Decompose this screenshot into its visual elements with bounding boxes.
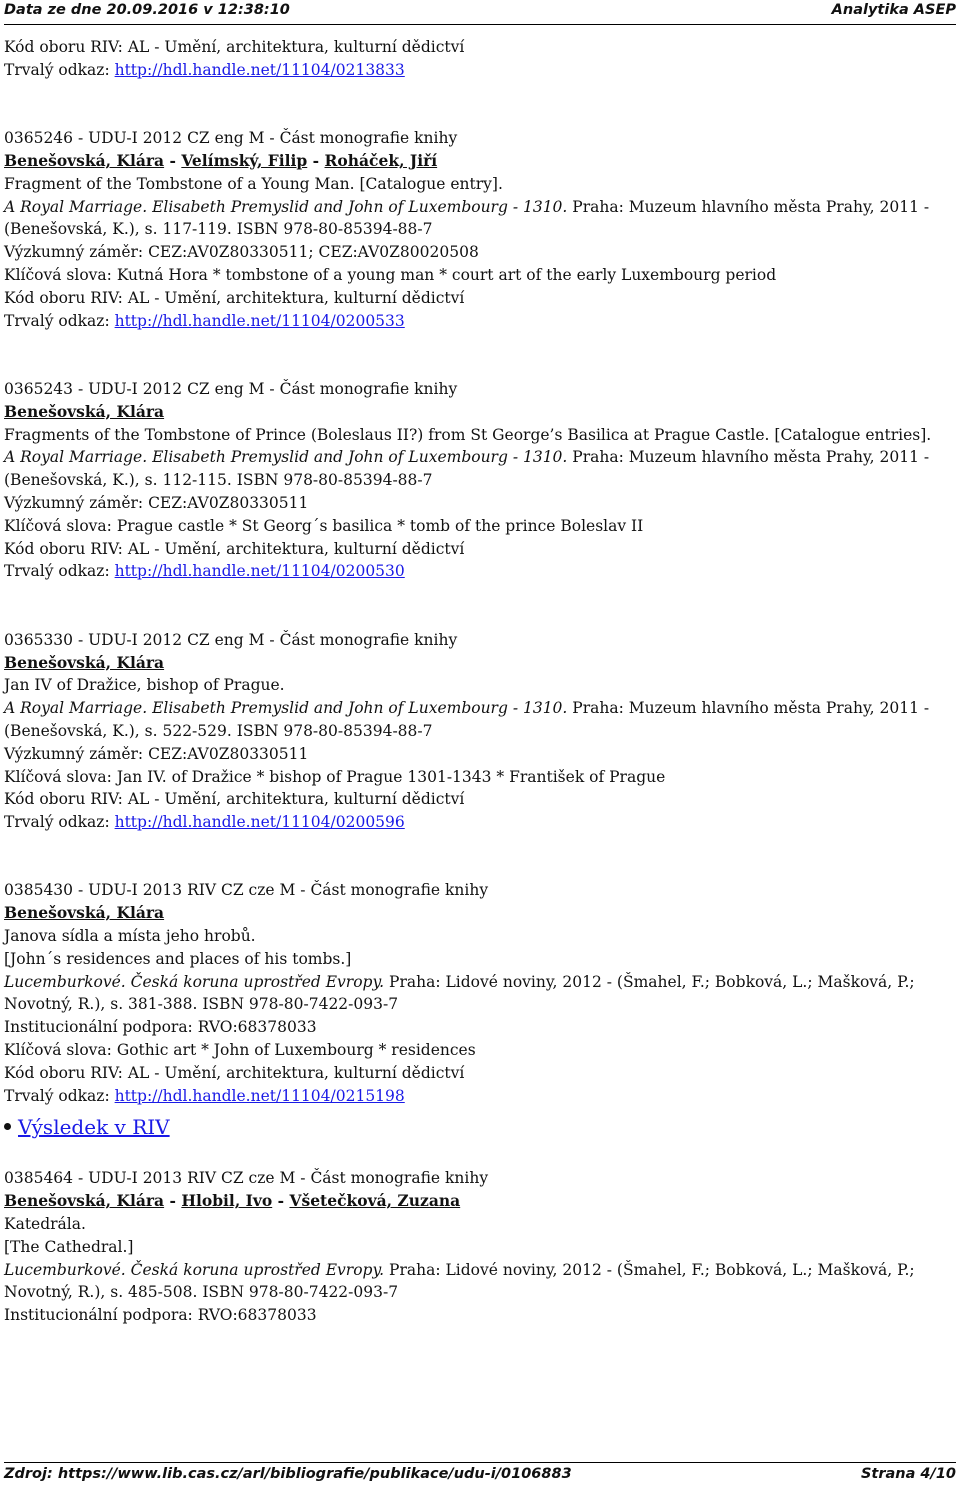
author-link[interactable]: Benešovská, Klára: [4, 903, 165, 923]
permalink-line: [4, 310, 956, 333]
riv-field: Kód oboru RIV: AL - Umění, architektura, kulturní dědictví: [4, 1063, 465, 1082]
record-header: 0385430 - UDU-I 2013 RIV CZ cze M - Část monografie knihy: [4, 881, 489, 900]
permalink-line: [4, 59, 956, 82]
riv-field: Kód oboru RIV: AL - Umění, architektura, kulturní dědictví: [4, 288, 465, 307]
source-pages: (Benešovská, K.), s. 112-115. ISBN 978-80-85394-88-7: [4, 471, 433, 490]
author-separator: -: [164, 150, 182, 170]
source-url: Zdroj: https://www.lib.cas.cz/arl/bibliografie/publikace/udu-i/0106883: [4, 1466, 572, 1482]
page-footer: [4, 1462, 956, 1485]
source-publisher: Praha: Muzeum hlavního města Prahy, 2011 -: [567, 448, 930, 467]
permalink-label: Trvalý odkaz:: [4, 562, 115, 581]
page-number: Strana 4/10: [860, 1466, 956, 1482]
record-title: Janova sídla a místa jeho hrobů.: [4, 927, 256, 946]
author-link[interactable]: Benešovská, Klára: [4, 150, 165, 170]
authors: [4, 902, 956, 925]
permalink[interactable]: http://hdl.handle.net/11104/0215198: [114, 1086, 405, 1105]
keywords: Klíčová slova: Kutná Hora * tombstone of a young man * court art of the early Luxembourg period: [4, 265, 777, 284]
source-publisher: Praha: Muzeum hlavního města Prahy, 2011 -: [567, 699, 930, 718]
source-title: Lucemburkové. Česká koruna uprostřed Evropy.: [4, 1260, 385, 1279]
source-publisher: Praha: Lidové noviny, 2012 - (Šmahel, F.; Bobková, L.; Mašková, P.;: [384, 972, 915, 991]
source-line: [4, 196, 956, 219]
authors: [4, 1190, 956, 1213]
record-title: Jan IV of Dražice, bishop of Prague.: [4, 676, 285, 695]
app-name: Analytika ASEP: [831, 2, 956, 18]
record: [4, 879, 956, 1145]
research-plan: Výzkumný záměr: CEZ:AV0Z80330511: [4, 493, 309, 512]
institutional-support: Institucionální podpora: RVO:68378033: [4, 1018, 317, 1037]
research-plan: Výzkumný záměr: CEZ:AV0Z80330511: [4, 744, 309, 763]
record: [4, 1167, 956, 1327]
source-pages: Novotný, R.), s. 485-508. ISBN 978-80-7422-093-7: [4, 1283, 399, 1302]
keywords: Klíčová slova: Jan IV. of Dražice * bishop of Prague 1301-1343 * František of Prague: [4, 767, 666, 786]
permalink-label: Trvalý odkaz:: [4, 1086, 115, 1105]
keywords: Klíčová slova: Gothic art * John of Luxembourg * residences: [4, 1041, 476, 1060]
record-title-english: [John´s residences and places of his tombs.]: [4, 949, 352, 968]
keywords: Klíčová slova: Prague castle * St Georg´s basilica * tomb of the prince Boleslav II: [4, 516, 644, 535]
source-title: A Royal Marriage. Elisabeth Premyslid and John of Luxembourg - 1310.: [4, 197, 568, 216]
riv-result-link[interactable]: Výsledek v RIV: [18, 1115, 170, 1140]
permalink[interactable]: http://hdl.handle.net/11104/0200530: [114, 562, 405, 581]
source-line: [4, 446, 956, 469]
permalink-line: [4, 560, 956, 583]
permalink-label: Trvalý odkaz:: [4, 60, 115, 79]
authors: [4, 401, 956, 424]
record-header: 0385464 - UDU-I 2013 RIV CZ cze M - Část monografie knihy: [4, 1169, 489, 1188]
permalink-label: Trvalý odkaz:: [4, 813, 115, 832]
source-line: [4, 1259, 956, 1282]
permalink-label: Trvalý odkaz:: [4, 311, 115, 330]
record-title-english: [The Cathedral.]: [4, 1237, 134, 1256]
record-title: Fragments of the Tombstone of Prince (Boleslaus II?) from St George’s Basilica at Prague Castle. [Catalogue entries].: [4, 425, 932, 444]
source-pages: (Benešovská, K.), s. 522-529. ISBN 978-80-85394-88-7: [4, 721, 433, 740]
authors: [4, 652, 956, 675]
riv-result-item: [4, 1109, 956, 1145]
record-title: Katedrála.: [4, 1215, 86, 1234]
author-link[interactable]: Všetečková, Zuzana: [289, 1191, 461, 1211]
author-link[interactable]: Hlobil, Ivo: [181, 1191, 273, 1211]
author-link[interactable]: Velímský, Filip: [181, 150, 308, 170]
permalink[interactable]: http://hdl.handle.net/11104/0200596: [114, 813, 405, 832]
record-header: 0365330 - UDU-I 2012 CZ eng M - Část monografie knihy: [4, 630, 458, 649]
author-separator: -: [272, 1191, 290, 1211]
permalink-line: [4, 811, 956, 834]
source-title: A Royal Marriage. Elisabeth Premyslid and John of Luxembourg - 1310.: [4, 448, 568, 467]
source-publisher: Praha: Muzeum hlavního města Prahy, 2011 -: [567, 197, 930, 216]
research-plan: Výzkumný záměr: CEZ:AV0Z80330511; CEZ:AV0Z80020508: [4, 243, 479, 262]
source-title: A Royal Marriage. Elisabeth Premyslid and John of Luxembourg - 1310.: [4, 699, 568, 718]
author-link[interactable]: Benešovská, Klára: [4, 401, 165, 421]
riv-field: Kód oboru RIV: AL - Umění, architektura, kulturní dědictví: [4, 539, 465, 558]
author-link[interactable]: Roháček, Jiří: [324, 150, 438, 170]
source-line: [4, 697, 956, 720]
author-link[interactable]: Benešovská, Klára: [4, 1191, 165, 1211]
export-date: Data ze dne 20.09.2016 v 12:38:10: [4, 2, 290, 18]
source-pages: Novotný, R.), s. 381-388. ISBN 978-80-7422-093-7: [4, 995, 399, 1014]
source-publisher: Praha: Lidové noviny, 2012 - (Šmahel, F.; Bobková, L.; Mašková, P.;: [384, 1260, 915, 1279]
source-title: Lucemburkové. Česká koruna uprostřed Evropy.: [4, 972, 385, 991]
bullet-icon: [4, 1123, 11, 1130]
record-header: 0365243 - UDU-I 2012 CZ eng M - Část monografie knihy: [4, 379, 458, 398]
authors: [4, 150, 956, 173]
source-pages: (Benešovská, K.), s. 117-119. ISBN 978-80-85394-88-7: [4, 220, 433, 239]
permalink-line: [4, 1085, 956, 1108]
bibliography-list: [4, 36, 956, 1327]
riv-field: Kód oboru RIV: AL - Umění, architektura, kulturní dědictví: [4, 790, 465, 809]
record-title: Fragment of the Tombstone of a Young Man. [Catalogue entry].: [4, 174, 503, 193]
record: [4, 629, 956, 834]
permalink[interactable]: http://hdl.handle.net/11104/0213833: [114, 60, 405, 79]
page-header: [4, 0, 956, 25]
record: [4, 127, 956, 332]
institutional-support: Institucionální podpora: RVO:68378033: [4, 1306, 317, 1325]
author-separator: -: [164, 1191, 182, 1211]
riv-field: Kód oboru RIV: AL - Umění, architektura, kulturní dědictví: [4, 38, 465, 56]
permalink[interactable]: http://hdl.handle.net/11104/0200533: [114, 311, 405, 330]
author-separator: -: [307, 150, 325, 170]
source-line: [4, 971, 956, 994]
record: [4, 378, 956, 583]
record-header: 0365246 - UDU-I 2012 CZ eng M - Část monografie knihy: [4, 129, 458, 148]
author-link[interactable]: Benešovská, Klára: [4, 652, 165, 672]
